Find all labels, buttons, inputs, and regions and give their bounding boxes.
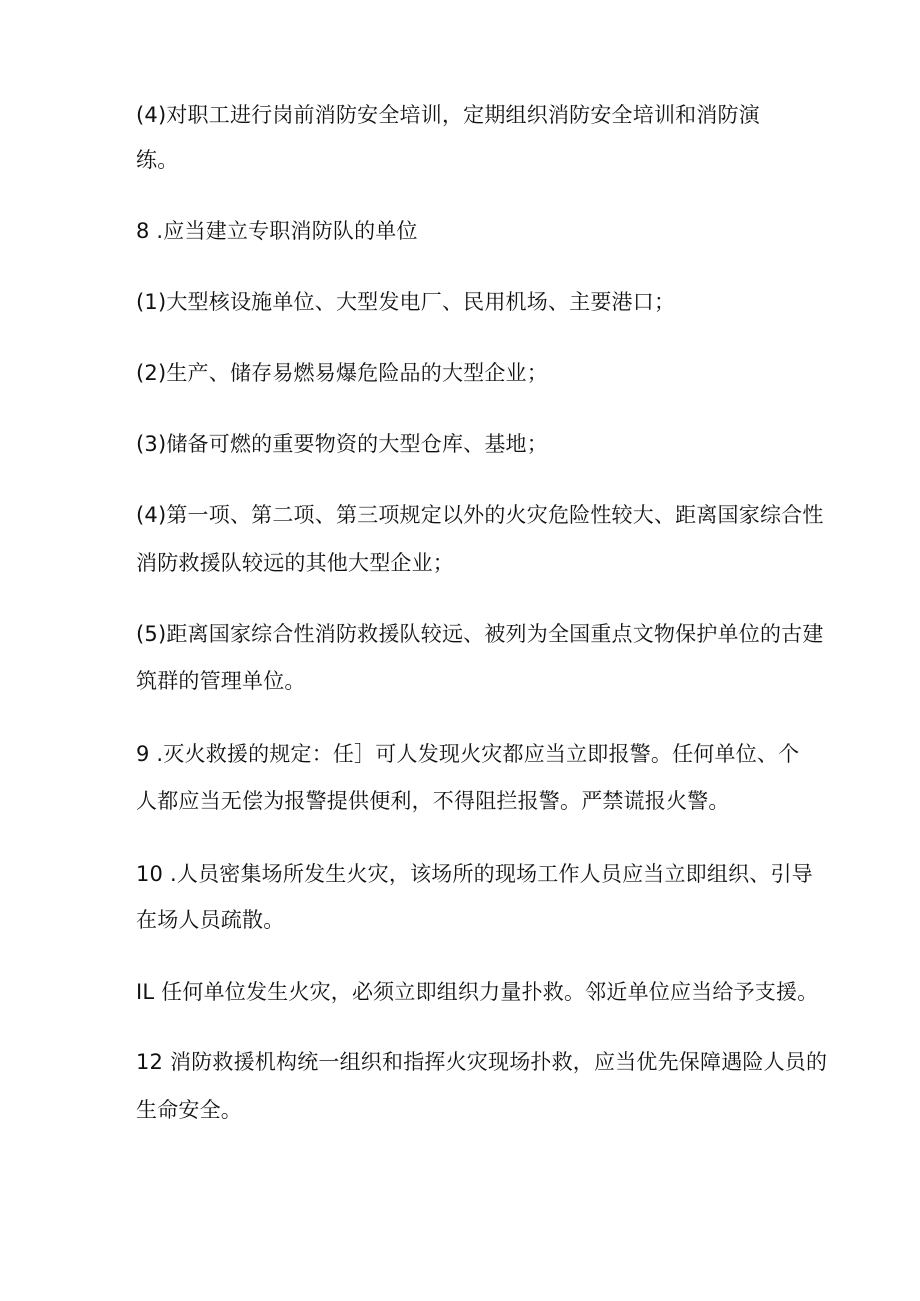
list-item: (2)生产、储存易燃易爆危险品的大型企业； [136,361,548,385]
list-item: (5)距离国家综合性消防救援队较远、被列为全国重点文物保护单位的古建 [136,622,824,646]
section-paragraph: 9 .灭火救援的规定：任］可人发现火灾都应当立即报警。任何单位、个 [136,742,800,766]
list-item: 消防救援队较远的其他大型企业； [136,551,454,575]
section-paragraph: IL 任何单位发生火灾，必须立即组织力量扑救。邻近单位应当给予支援。 [136,980,819,1004]
section-paragraph: 10 .人员密集场所发生火灾，该场所的现场工作人员应当立即组织、引导 [136,862,813,886]
paragraph-line: (4)对职工进行岗前消防安全培训，定期组织消防安全培训和消防演 [136,103,760,127]
list-item: 筑群的管理单位。 [136,669,306,693]
section-paragraph: 在场人员疏散。 [136,908,285,932]
section-heading: 8 .应当建立专职消防队的单位 [136,219,418,243]
section-paragraph: 12 消防救援机构统一组织和指挥火灾现场扑救，应当优先保障遇险人员的 [136,1050,828,1074]
paragraph-line: 练。 [136,148,179,172]
list-item: (3)储备可燃的重要物资的大型仓库、基地； [136,432,548,456]
list-item: (1)大型核设施单位、大型发电厂、民用机场、主要港口； [136,290,676,314]
section-paragraph: 生命安全。 [136,1098,242,1122]
list-item: (4)第一项、第二项、第三项规定以外的火灾危险性较大、距离国家综合性 [136,503,824,527]
section-paragraph: 人都应当无偿为报警提供便利，不得阻拦报警。严禁谎报火警。 [136,789,730,813]
